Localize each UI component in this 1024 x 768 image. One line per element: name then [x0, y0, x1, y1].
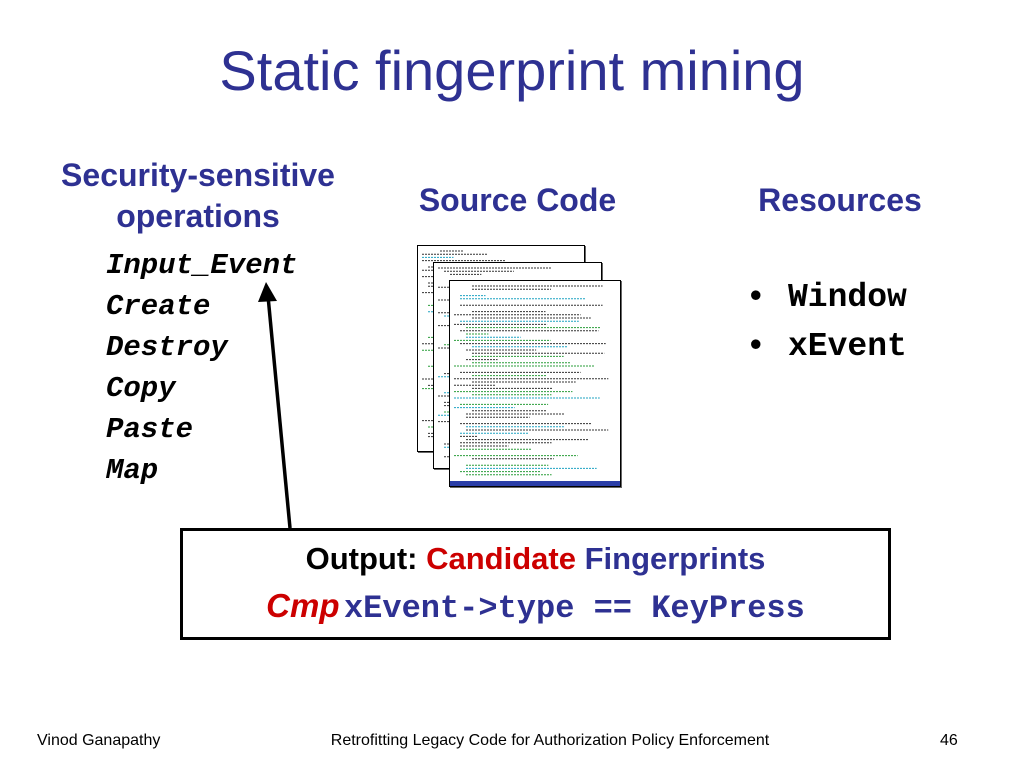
fingerprints-word: Fingerprints: [584, 541, 766, 576]
arrow-line: [268, 296, 290, 528]
slide-title: Static fingerprint mining: [219, 39, 805, 102]
operation-item: Input_Event: [106, 249, 298, 282]
resources-heading: Resources: [758, 182, 922, 218]
operation-item: Paste: [106, 413, 194, 446]
arrow-head: [258, 282, 277, 302]
operation-item: Copy: [106, 372, 176, 405]
footer-title: Retrofitting Legacy Code for Authorization Policy Enforcement: [330, 732, 770, 749]
bullet: •: [750, 325, 762, 362]
source-code-heading: Source Code: [418, 182, 617, 218]
candidate-word: Candidate: [426, 541, 576, 576]
operation-item: Create: [106, 290, 211, 323]
operation-item: Map: [106, 454, 159, 487]
output-fingerprint: [183, 587, 888, 627]
output-label: Output:: [305, 541, 418, 576]
resource-name: Window: [788, 279, 907, 316]
fingerprint-expression: xEvent->type == KeyPress: [343, 590, 805, 627]
output-heading: [183, 541, 888, 577]
footer-page-number: 46: [940, 732, 958, 749]
footer-author: Vinod Ganapathy: [37, 732, 161, 749]
output-box: [180, 528, 891, 640]
operation-item: Destroy: [106, 331, 228, 364]
cmp-label: Cmp: [266, 587, 340, 624]
bullet: •: [750, 276, 762, 313]
operations-heading-line1: Security-sensitive: [61, 157, 335, 193]
operations-heading-line2: operations: [116, 198, 280, 234]
resource-name: xEvent: [788, 328, 907, 365]
